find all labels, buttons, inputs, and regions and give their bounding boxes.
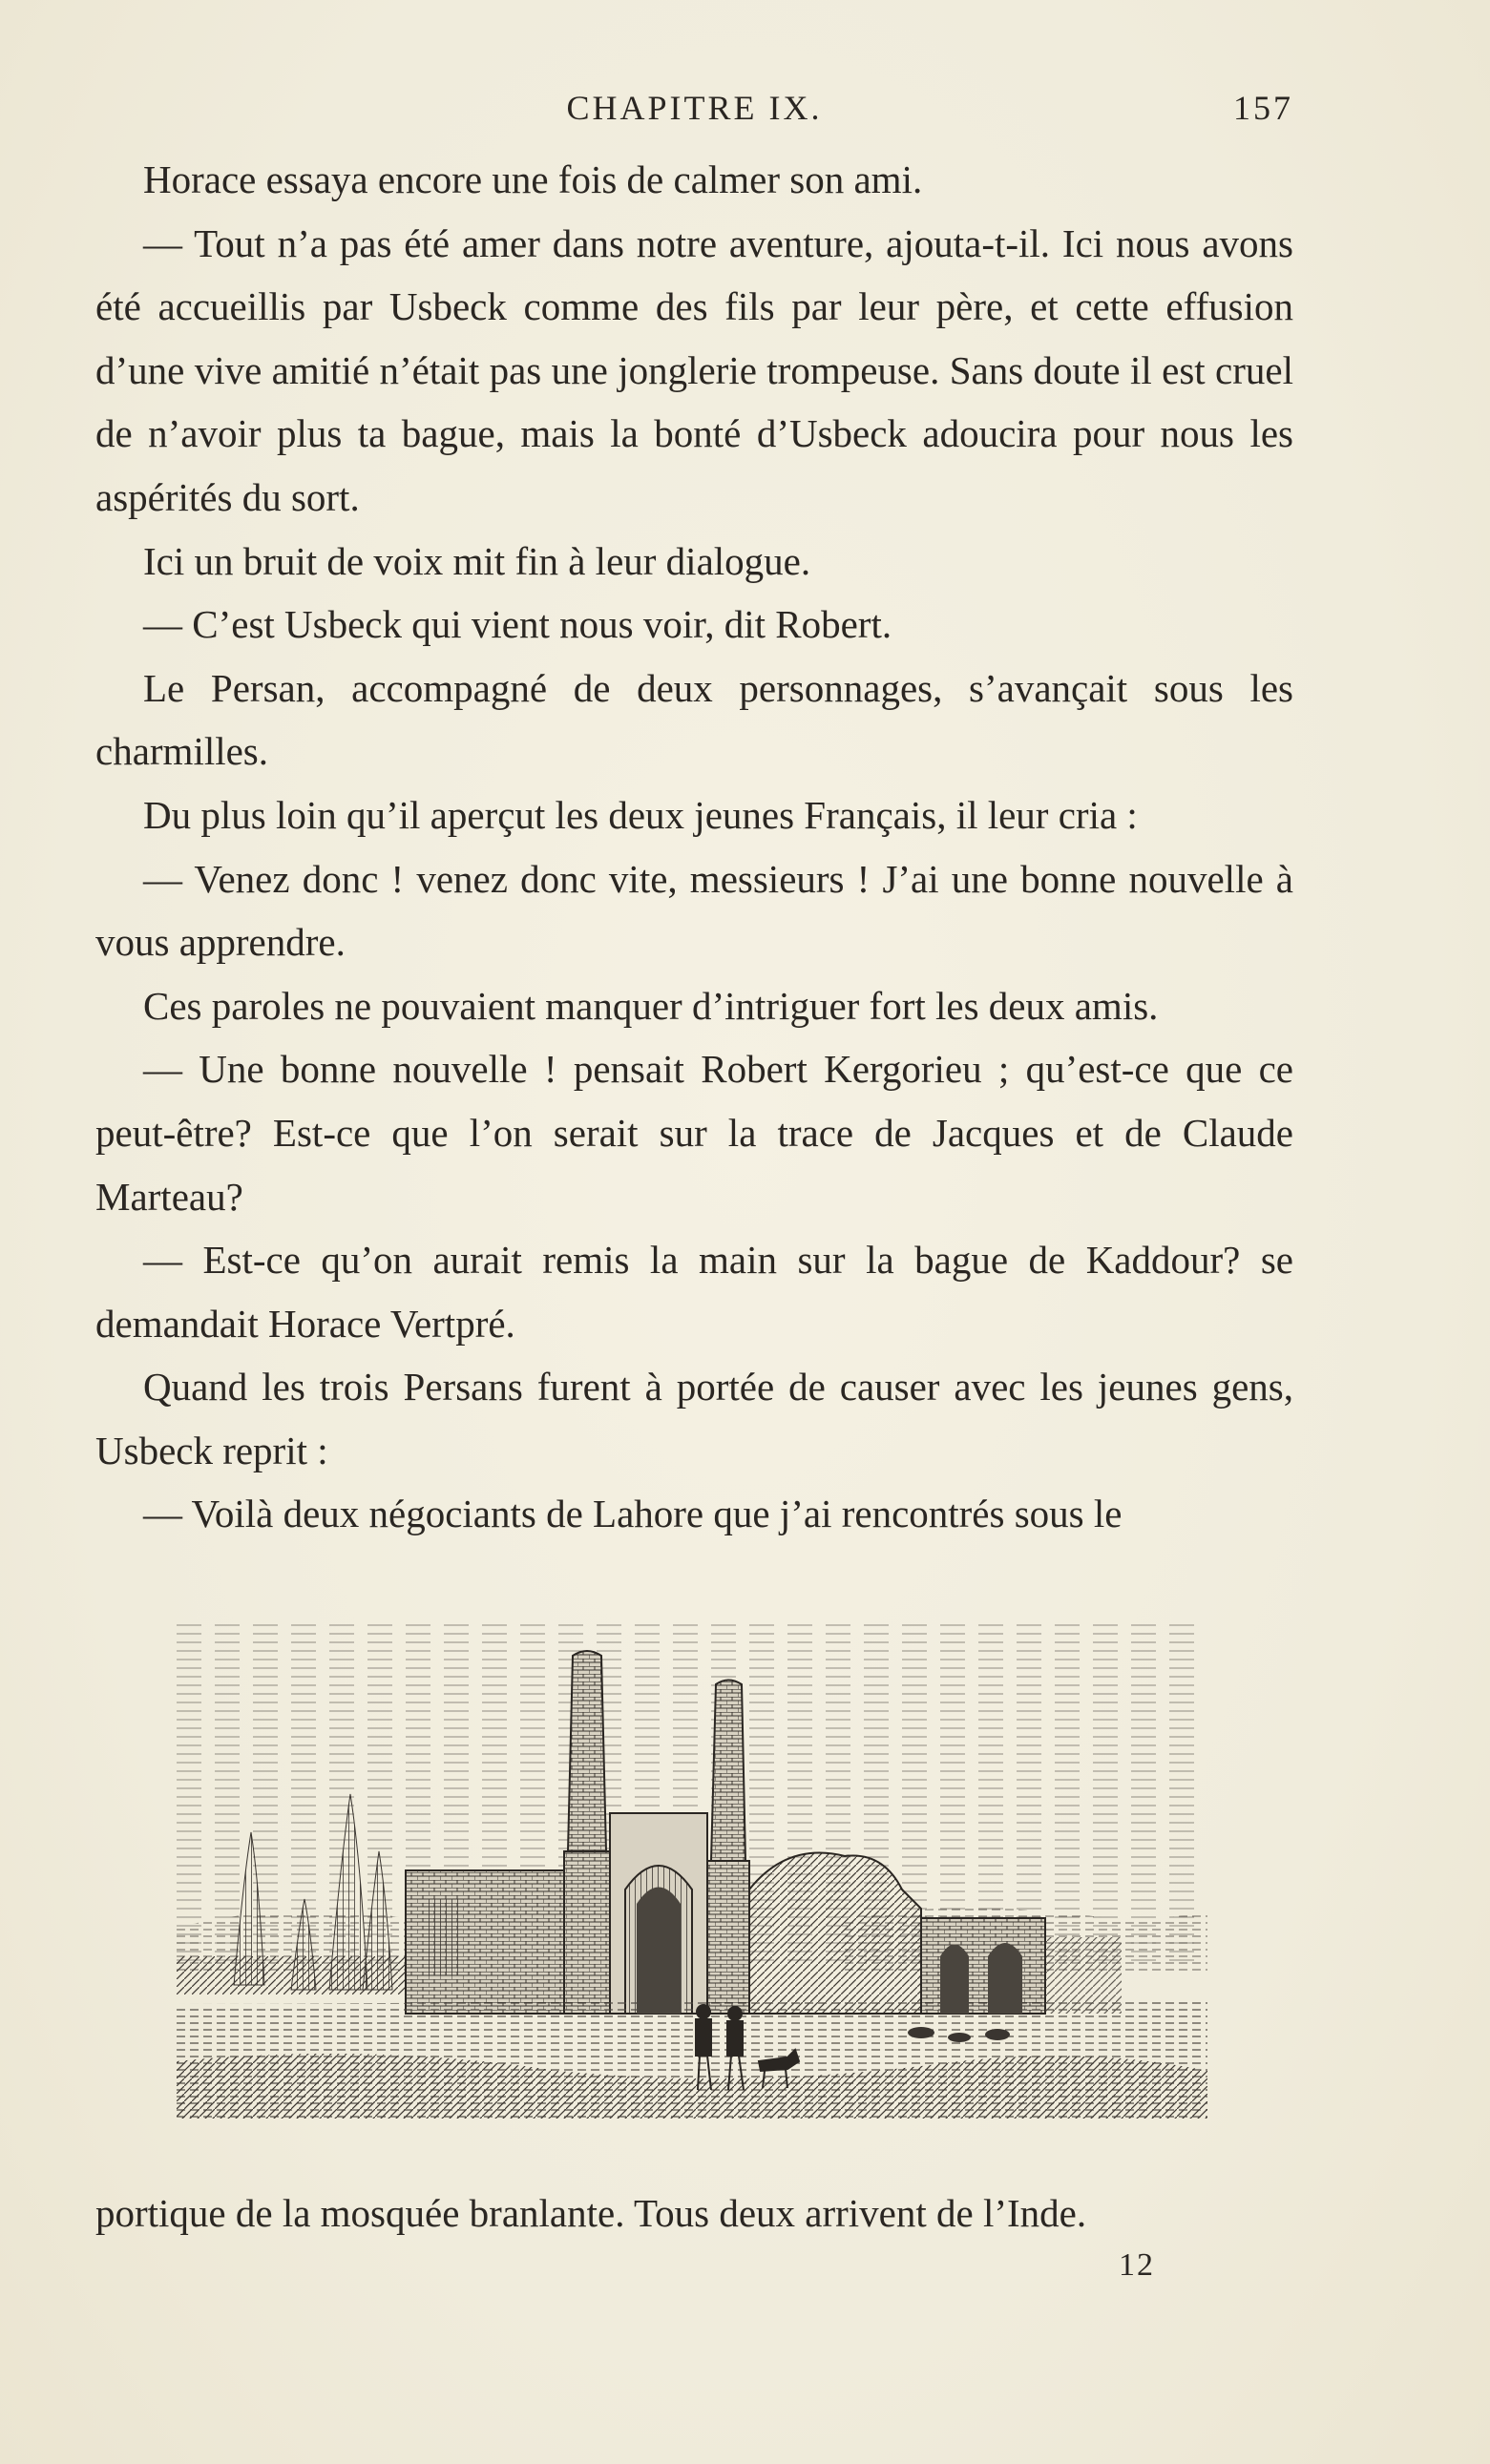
paragraph-2: — Tout n’a pas été amer dans notre aventure, ajouta-t-il. Ici nous avons été accueillis par Usbeck comme des fils par leur père, et cette effusion d’une vive amitié n’était pas une jonglerie trompeuse. Sans doute il est cruel de n’avoir plus ta bague, mais la bonté d’Usbeck adoucira pour nous les aspérités du sort.	[95, 220, 1293, 519]
paragraph-8: Ces paroles ne pouvaient manquer d’intriguer fort les deux amis.	[143, 983, 1159, 1028]
continuation-text	[95, 2182, 1293, 2245]
paragraph-7: — Venez donc ! venez donc vite, messieurs ! J’ai une bonne nouvelle à vous apprendre.	[95, 856, 1293, 965]
paragraph-6: Du plus loin qu’il aperçut les deux jeunes Français, il leur cria :	[143, 792, 1138, 837]
chapter-title: CHAPITRE IX.	[566, 89, 823, 127]
continuation-paragraph: portique de la mosquée branlante. Tous deux arrivent de l’Inde.	[95, 2191, 1087, 2235]
paragraph-1: Horace essaya encore une fois de calmer son ami.	[143, 157, 923, 201]
paragraph-11: Quand les trois Persans furent à portée de causer avec les jeunes gens, Usbeck reprit :	[95, 1365, 1293, 1472]
signature-mark: 12	[1119, 2247, 1155, 2283]
paragraph-12: — Voilà deux négociants de Lahore que j’ai rencontrés sous le	[143, 1492, 1123, 1536]
paragraph-10: — Est-ce qu’on aurait remis la main sur la bague de Kaddour? se demandait Horace Vertpré.	[95, 1238, 1293, 1346]
page-number: 157	[1233, 89, 1293, 127]
engraving-illustration	[177, 1613, 1207, 2119]
paragraph-3: Ici un bruit de voix mit fin à leur dialogue.	[143, 538, 811, 583]
paragraph-5: Le Persan, accompagné de deux personnages, s’avançait sous les charmilles.	[95, 665, 1293, 774]
paragraph-4: — C’est Usbeck qui vient nous voir, dit Robert.	[143, 602, 892, 647]
paragraph-9: — Une bonne nouvelle ! pensait Robert Kergorieu ; qu’est-ce que ce peut-être? Est-ce que l’on serait sur la trace de Jacques et de Claude Marteau?	[95, 1047, 1293, 1219]
body-text	[95, 148, 1293, 1546]
mosque-ruins-engraving-icon	[177, 1613, 1207, 2119]
running-head	[95, 88, 1293, 136]
